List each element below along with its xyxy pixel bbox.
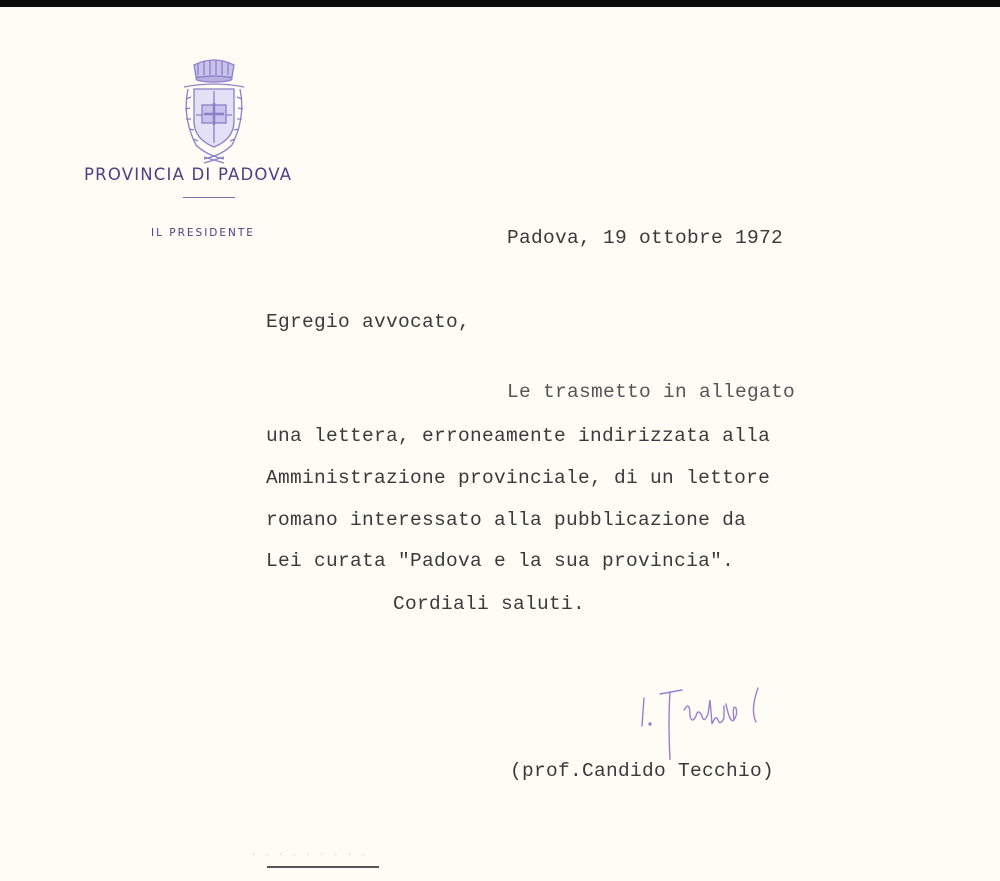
signer-name: (prof.Candido Tecchio) (510, 760, 775, 782)
footer-rule (267, 866, 379, 868)
coat-of-arms-icon (180, 57, 248, 165)
sender-role: IL PRESIDENTE (151, 227, 255, 239)
body-line: Le trasmetto in allegato (507, 381, 796, 403)
organization-name: PROVINCIA DI PADOVA (84, 165, 293, 184)
closing: Cordiali saluti. (393, 593, 586, 615)
body-line: una lettera, erroneamente indirizzata alla (266, 425, 771, 447)
body-line: Amministrazione provinciale, di un lettore (266, 467, 771, 489)
body-line: Lei curata "Padova e la sua provincia". (266, 550, 735, 572)
scan-top-border (0, 0, 1000, 7)
handwritten-signature (638, 680, 768, 760)
body-line: romano interessato alla pubblicazione da (266, 509, 747, 531)
letterhead-rule (183, 197, 235, 198)
footer-dots: . . . . . . . . . (252, 848, 369, 858)
salutation: Egregio avvocato, (266, 311, 471, 333)
place-date: Padova, 19 ottobre 1972 (507, 227, 784, 249)
